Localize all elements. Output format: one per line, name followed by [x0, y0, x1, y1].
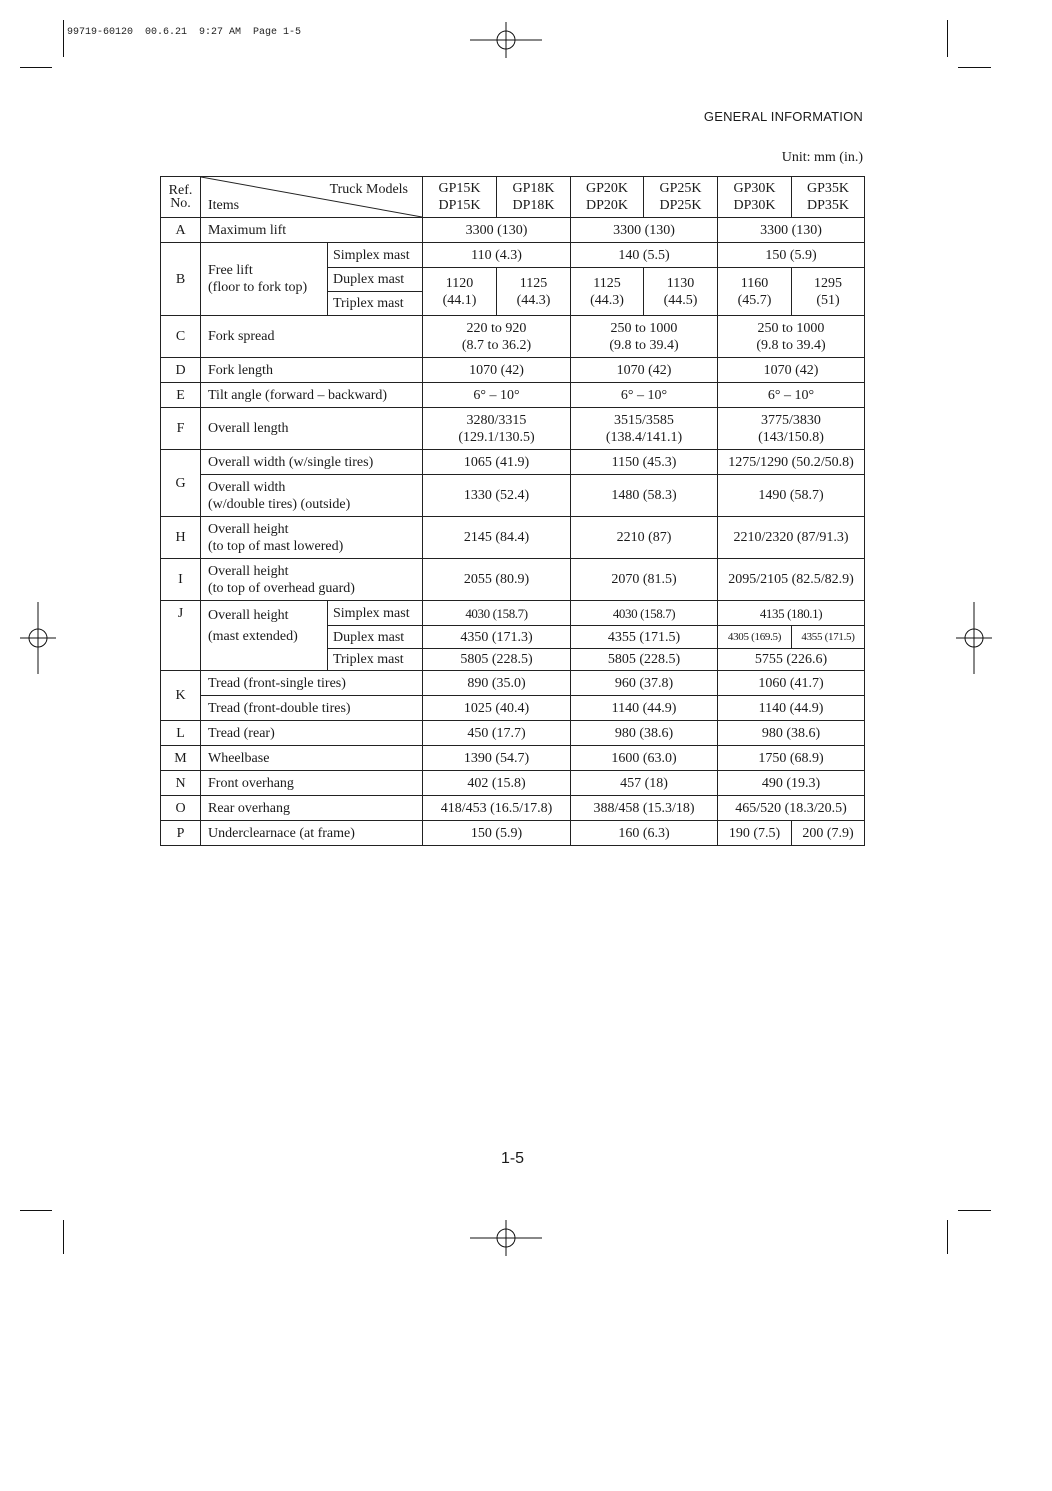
mast-type-cell: Simplex mast — [328, 601, 423, 626]
value-cell: 1060 (41.7) — [718, 671, 865, 696]
registration-mark-icon — [20, 602, 56, 674]
table-row — [161, 218, 865, 243]
value-cell: 6° – 10° — [423, 383, 571, 408]
value-cell: 4135 (180.1) — [718, 601, 865, 626]
registration-mark-icon — [470, 22, 542, 58]
value-cell: 4355 (171.5) — [792, 626, 865, 649]
item-cell: Tread (front-single tires) — [201, 671, 423, 696]
value-cell: 1120 (44.1) — [423, 268, 497, 316]
value-cell: 388/458 (15.3/18) — [571, 796, 718, 821]
value-cell: 2145 (84.4) — [423, 517, 571, 559]
value-cell: 1150 (45.3) — [571, 450, 718, 475]
ref-cell: C — [161, 316, 201, 358]
item-cell: Wheelbase — [201, 746, 423, 771]
print-slug: 99719-60120 00.6.21 9:27 AM Page 1-5 — [67, 27, 302, 38]
value-cell: 1125 (44.3) — [497, 268, 571, 316]
crop-mark — [958, 67, 991, 68]
table-row — [161, 408, 865, 450]
model-header: GP30K DP30K — [718, 177, 792, 218]
mast-type-cell: Duplex mast — [328, 268, 423, 292]
ref-cell: K — [161, 671, 201, 721]
value-cell: 457 (18) — [571, 771, 718, 796]
value-cell: 4030 (158.7) — [423, 601, 571, 626]
table-row — [161, 559, 865, 601]
item-cell: Overall height (to top of mast lowered) — [201, 517, 423, 559]
truck-models-label: Truck Models — [329, 182, 408, 197]
value-cell: 250 to 1000 (9.8 to 39.4) — [571, 316, 718, 358]
diagonal-header-cell — [201, 177, 423, 218]
ref-cell: N — [161, 771, 201, 796]
item-cell: Overall width (w/single tires) — [201, 450, 423, 475]
item-cell: Overall length — [201, 408, 423, 450]
item-cell: Fork length — [201, 358, 423, 383]
value-cell: 3300 (130) — [718, 218, 865, 243]
item-cell: Tread (front-double tires) — [201, 696, 423, 721]
value-cell: 4350 (171.3) — [423, 626, 571, 649]
value-cell: 190 (7.5) — [718, 821, 792, 846]
page-number: 1-5 — [500, 1150, 525, 1167]
value-cell: 2210/2320 (87/91.3) — [718, 517, 865, 559]
value-cell: 1130 (44.5) — [644, 268, 718, 316]
value-cell: 1600 (63.0) — [571, 746, 718, 771]
item-cell: Rear overhang — [201, 796, 423, 821]
value-cell: 140 (5.5) — [571, 243, 718, 268]
mast-type-cell: Triplex mast — [328, 649, 423, 671]
mast-type-cell: Duplex mast — [328, 626, 423, 649]
table-row — [161, 746, 865, 771]
crop-mark — [63, 20, 64, 57]
item-cell: Overall height (to top of overhead guard) — [201, 559, 423, 601]
value-cell: 2055 (80.9) — [423, 559, 571, 601]
section-header: GENERAL INFORMATION — [703, 109, 863, 124]
crop-mark — [947, 1220, 948, 1254]
registration-mark-icon — [470, 1220, 542, 1256]
table-row — [161, 358, 865, 383]
value-cell: 200 (7.9) — [792, 821, 865, 846]
table-row — [161, 475, 865, 517]
ref-cell: H — [161, 517, 201, 559]
value-cell: 2070 (81.5) — [571, 559, 718, 601]
value-cell: 150 (5.9) — [718, 243, 865, 268]
ref-cell: G — [161, 450, 201, 517]
crop-mark — [958, 1210, 991, 1211]
value-cell: 3300 (130) — [423, 218, 571, 243]
value-cell: 1490 (58.7) — [718, 475, 865, 517]
crop-mark — [947, 20, 948, 57]
unit-label: Unit: mm (in.) — [781, 150, 863, 165]
value-cell: 5755 (226.6) — [718, 649, 865, 671]
crop-mark — [20, 67, 52, 68]
mast-type-cell: Simplex mast — [328, 243, 423, 268]
model-header: GP35K DP35K — [792, 177, 865, 218]
ref-cell: E — [161, 383, 201, 408]
value-cell: 490 (19.3) — [718, 771, 865, 796]
value-cell: 5805 (228.5) — [423, 649, 571, 671]
value-cell: 1025 (40.4) — [423, 696, 571, 721]
table-row — [161, 796, 865, 821]
table-row — [161, 517, 865, 559]
item-cell: Front overhang — [201, 771, 423, 796]
ref-cell: O — [161, 796, 201, 821]
value-cell: 3280/3315 (129.1/130.5) — [423, 408, 571, 450]
value-cell: 250 to 1000 (9.8 to 39.4) — [718, 316, 865, 358]
value-cell: 1275/1290 (50.2/50.8) — [718, 450, 865, 475]
registration-mark-icon — [956, 602, 992, 674]
value-cell: 1070 (42) — [571, 358, 718, 383]
value-cell: 960 (37.8) — [571, 671, 718, 696]
value-cell: 3775/3830 (143/150.8) — [718, 408, 865, 450]
item-cell: Maximum lift — [201, 218, 423, 243]
value-cell: 5805 (228.5) — [571, 649, 718, 671]
table-row — [161, 821, 865, 846]
table-row — [161, 771, 865, 796]
value-cell: 1295 (51) — [792, 268, 865, 316]
value-cell: 418/453 (16.5/17.8) — [423, 796, 571, 821]
value-cell: 1125 (44.3) — [571, 268, 644, 316]
value-cell: 4305 (169.5) — [718, 626, 792, 649]
item-cell: Tread (rear) — [201, 721, 423, 746]
table-row — [161, 243, 865, 268]
ref-cell: A — [161, 218, 201, 243]
value-cell: 2095/2105 (82.5/82.9) — [718, 559, 865, 601]
table-row — [161, 383, 865, 408]
value-cell: 1160 (45.7) — [718, 268, 792, 316]
crop-mark — [20, 1210, 52, 1211]
ref-cell: L — [161, 721, 201, 746]
ref-cell: J — [161, 601, 201, 671]
table-header-row — [161, 177, 865, 218]
item-cell: Free lift (floor to fork top) — [201, 243, 328, 316]
mast-type-cell: Triplex mast — [328, 292, 423, 316]
value-cell: 1480 (58.3) — [571, 475, 718, 517]
model-header: GP20K DP20K — [571, 177, 644, 218]
ref-cell: D — [161, 358, 201, 383]
ref-cell: F — [161, 408, 201, 450]
table-row — [161, 450, 865, 475]
value-cell: 1070 (42) — [423, 358, 571, 383]
ref-cell: P — [161, 821, 201, 846]
value-cell: 980 (38.6) — [571, 721, 718, 746]
value-cell: 402 (15.8) — [423, 771, 571, 796]
value-cell: 150 (5.9) — [423, 821, 571, 846]
value-cell: 1390 (54.7) — [423, 746, 571, 771]
value-cell: 1330 (52.4) — [423, 475, 571, 517]
value-cell: 1140 (44.9) — [571, 696, 718, 721]
ref-cell: M — [161, 746, 201, 771]
value-cell: 6° – 10° — [571, 383, 718, 408]
value-cell: 1065 (41.9) — [423, 450, 571, 475]
ref-cell: B — [161, 243, 201, 316]
table-row — [161, 601, 865, 626]
value-cell: 2210 (87) — [571, 517, 718, 559]
value-cell: 4030 (158.7) — [571, 601, 718, 626]
value-cell: 465/520 (18.3/20.5) — [718, 796, 865, 821]
item-cell: Underclearnace (at frame) — [201, 821, 423, 846]
table-row — [161, 316, 865, 358]
specification-table — [160, 176, 865, 846]
table-row — [161, 721, 865, 746]
value-cell: 1070 (42) — [718, 358, 865, 383]
item-cell: Overall height (mast extended) — [201, 601, 328, 671]
model-header: GP25K DP25K — [644, 177, 718, 218]
item-cell: Tilt angle (forward – backward) — [201, 383, 423, 408]
value-cell: 1750 (68.9) — [718, 746, 865, 771]
ref-no-header: Ref. No. — [161, 177, 201, 218]
value-cell: 4355 (171.5) — [571, 626, 718, 649]
item-cell: Fork spread — [201, 316, 423, 358]
item-cell: Overall width (w/double tires) (outside) — [201, 475, 423, 517]
value-cell: 3300 (130) — [571, 218, 718, 243]
model-header: GP15K DP15K — [423, 177, 497, 218]
table-row — [161, 696, 865, 721]
value-cell: 6° – 10° — [718, 383, 865, 408]
value-cell: 980 (38.6) — [718, 721, 865, 746]
table-row — [161, 671, 865, 696]
items-label: Items — [208, 198, 240, 213]
value-cell: 110 (4.3) — [423, 243, 571, 268]
value-cell: 450 (17.7) — [423, 721, 571, 746]
value-cell: 3515/3585 (138.4/141.1) — [571, 408, 718, 450]
value-cell: 160 (6.3) — [571, 821, 718, 846]
value-cell: 890 (35.0) — [423, 671, 571, 696]
ref-cell: I — [161, 559, 201, 601]
model-header: GP18K DP18K — [497, 177, 571, 218]
value-cell: 1140 (44.9) — [718, 696, 865, 721]
crop-mark — [63, 1220, 64, 1254]
value-cell: 220 to 920 (8.7 to 36.2) — [423, 316, 571, 358]
